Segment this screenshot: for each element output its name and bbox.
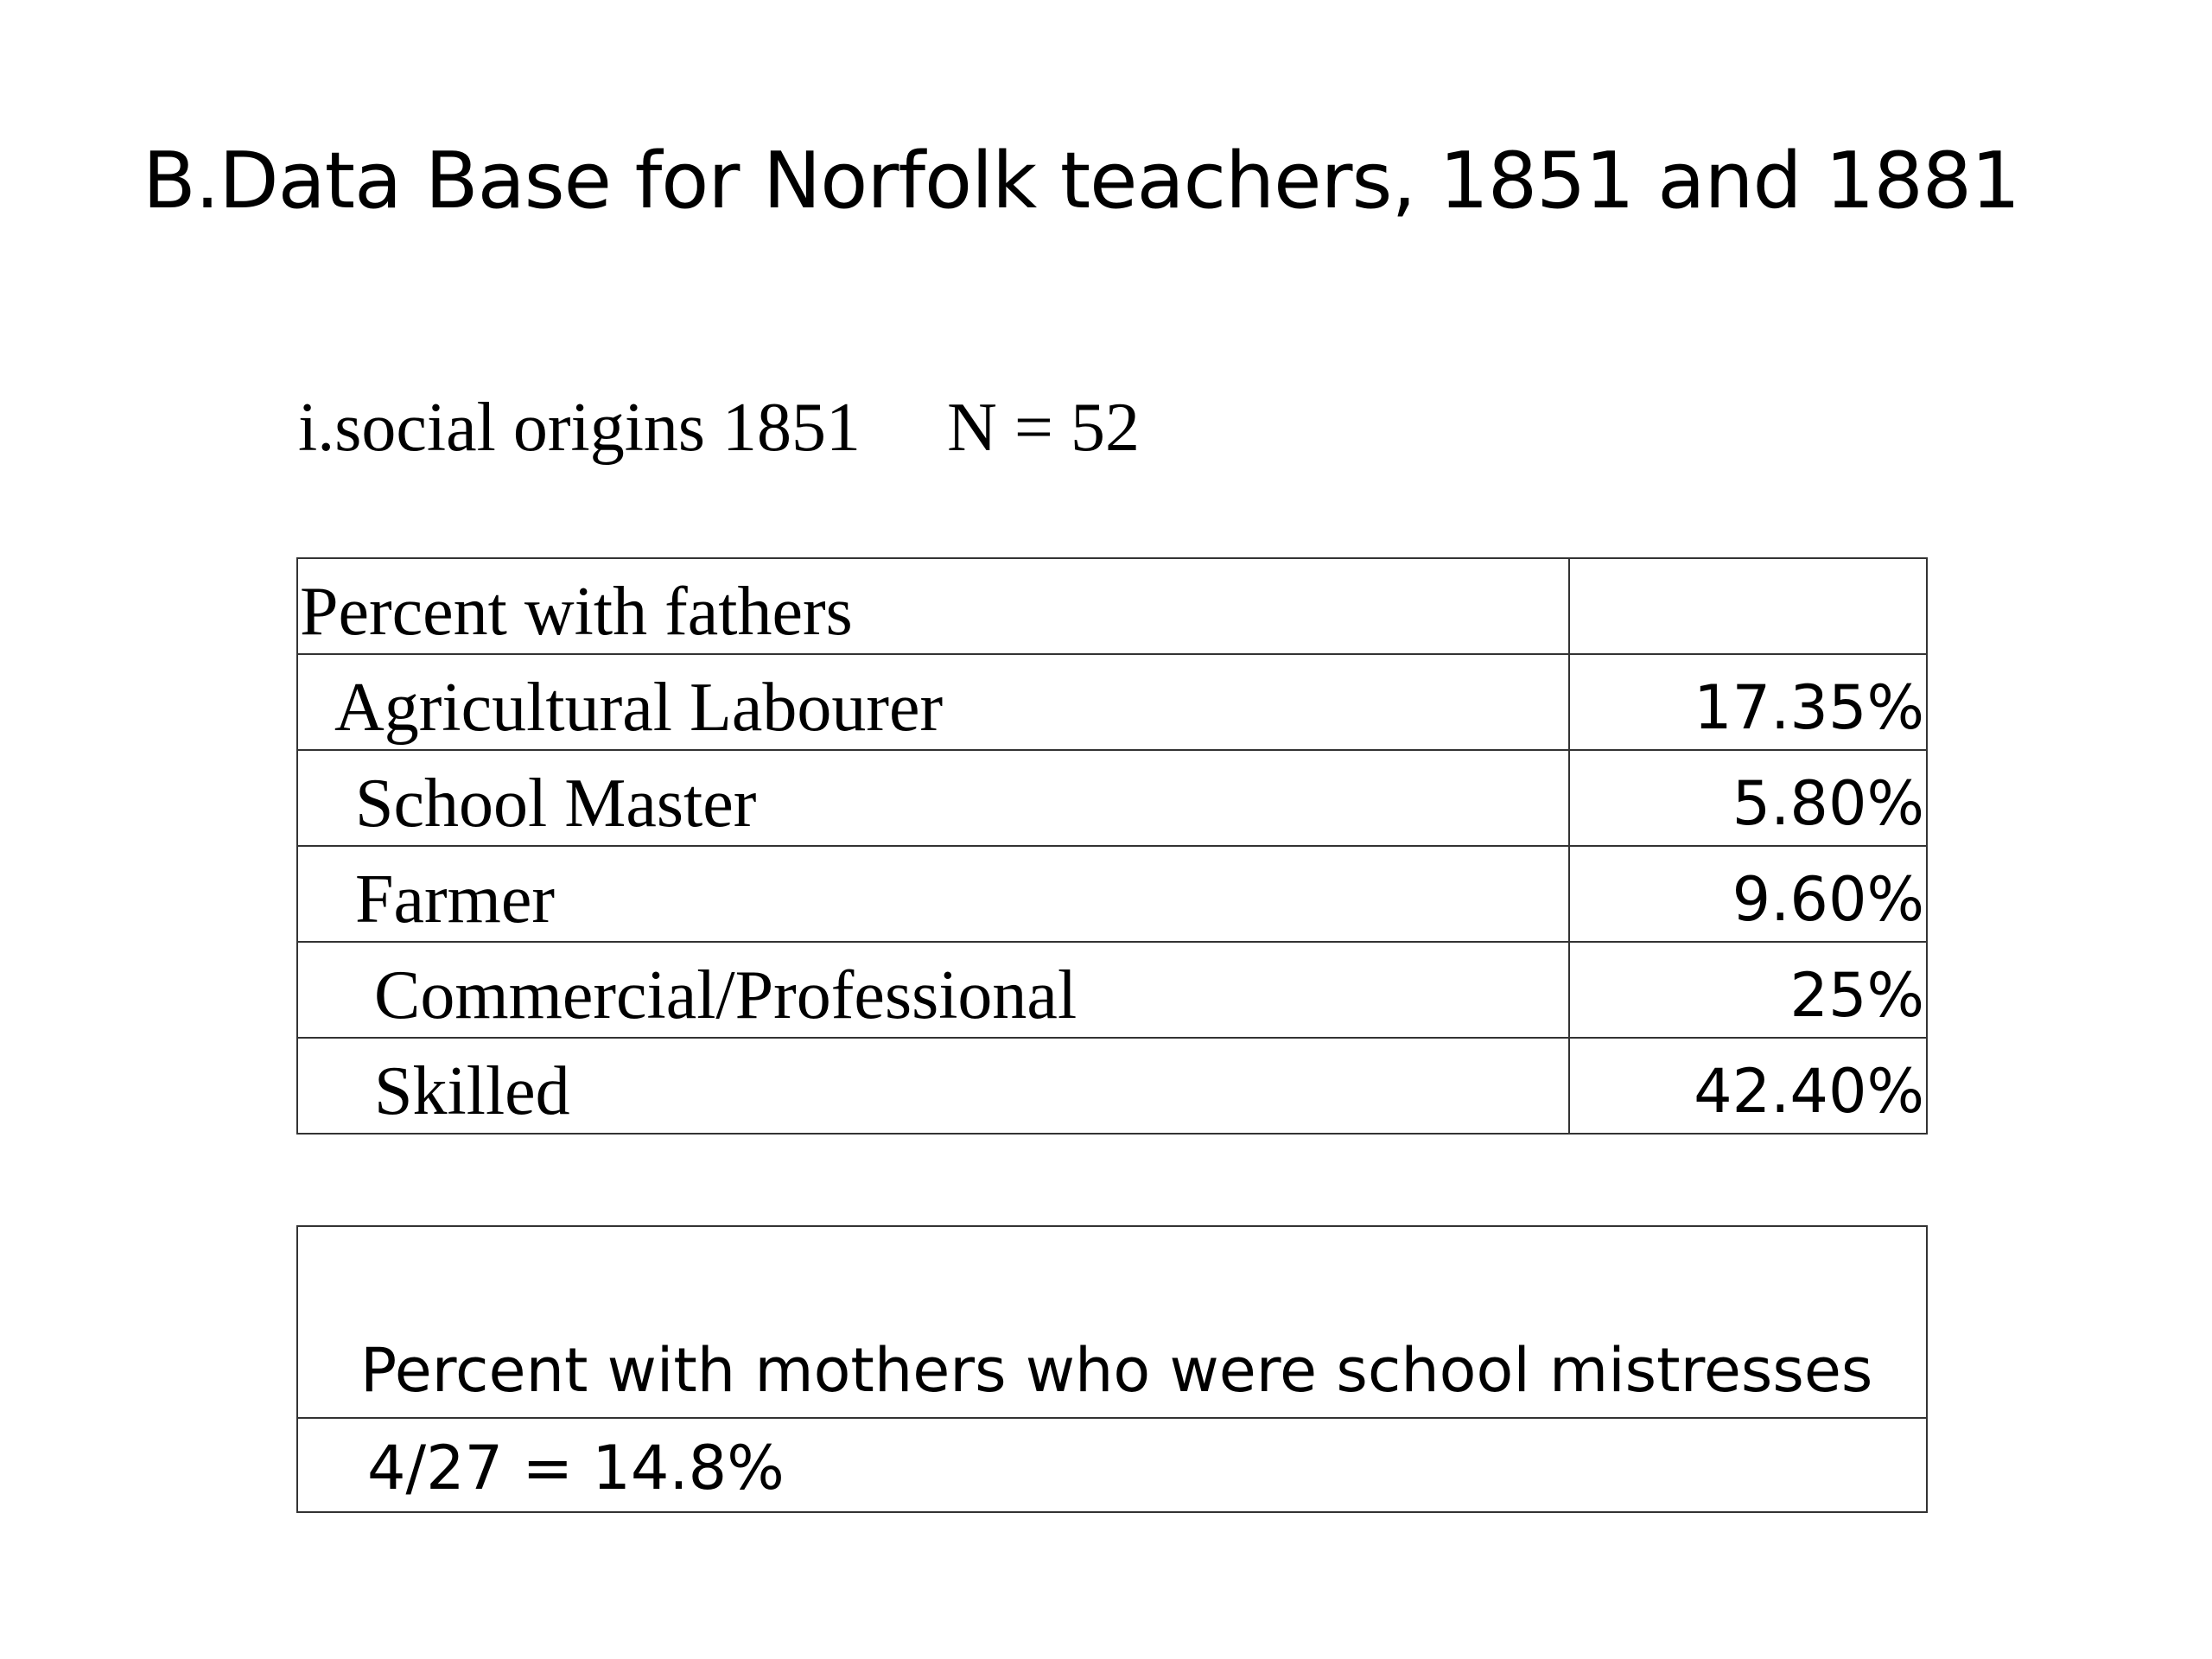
row-value-school-master: 5.80%	[1569, 750, 1927, 846]
row-label-skilled: Skilled	[297, 1038, 1569, 1134]
mothers-header-row	[297, 1226, 1927, 1418]
slide-title: B.Data Base for Norfolk teachers, 1851 and 1881	[143, 136, 2020, 226]
table-row	[297, 750, 1927, 846]
table-row	[297, 846, 1927, 942]
table-header-value	[1569, 558, 1927, 654]
row-label-school-master: School Master	[297, 750, 1569, 846]
mothers-header-label: Percent with mothers who were school mistresses	[297, 1226, 1927, 1418]
row-value-skilled: 42.40%	[1569, 1038, 1927, 1134]
subtitle-label: i.social origins 1851	[298, 390, 861, 466]
row-label-agricultural-labourer: Agricultural Labourer	[297, 654, 1569, 750]
table-header-row	[297, 558, 1927, 654]
row-value-commercial-professional: 25%	[1569, 942, 1927, 1038]
mothers-value: 4/27 = 14.8%	[297, 1418, 1927, 1512]
row-value-farmer: 9.60%	[1569, 846, 1927, 942]
mothers-schoolmistress-table	[296, 1225, 1928, 1513]
row-value-agricultural-labourer: 17.35%	[1569, 654, 1927, 750]
fathers-occupation-table	[296, 557, 1928, 1135]
section-subtitle	[298, 385, 1140, 471]
table-row	[297, 942, 1927, 1038]
row-label-commercial-professional: Commercial/Professional	[297, 942, 1569, 1038]
table-header-label: Percent with fathers	[297, 558, 1569, 654]
table-row	[297, 1038, 1927, 1134]
mothers-value-row	[297, 1418, 1927, 1512]
sample-size: N = 52	[947, 390, 1140, 466]
table-row	[297, 654, 1927, 750]
row-label-farmer: Farmer	[297, 846, 1569, 942]
